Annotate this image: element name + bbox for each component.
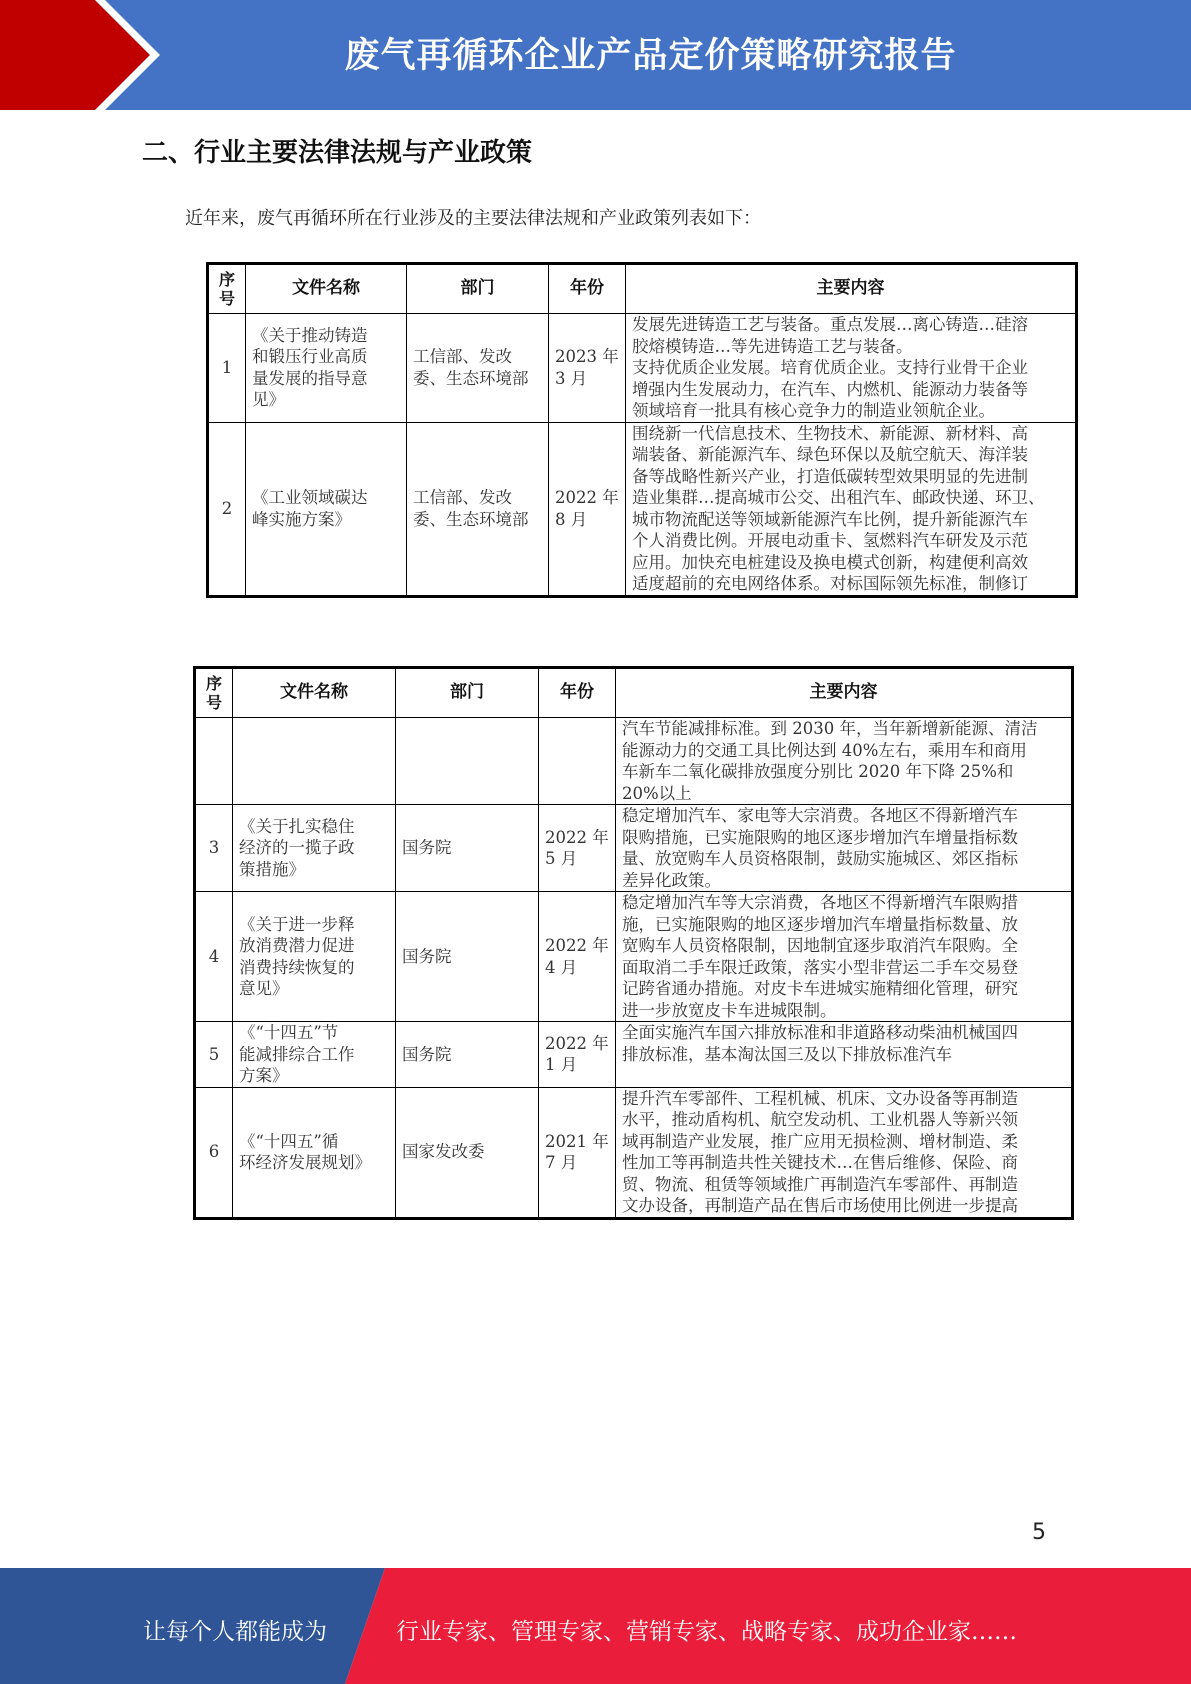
department-cell [396,805,539,892]
year-line: 7 月 [545,1153,578,1172]
main-content-line: 施，已实施限购的地区逐步增加汽车增量指标数量、放 [622,914,1018,934]
document-name-line: 《工业领域碳达 [252,488,368,507]
department-line: 国务院 [402,838,452,858]
year-line: 4 月 [545,957,578,977]
department-cell [396,1022,539,1088]
main-content-line: 围绕新一代信息技术、生物技术、新能源、新材料、高 [632,423,1028,443]
document-name-cell [233,805,396,892]
row-number: 1 [221,358,233,377]
row-number-cell [195,805,233,892]
main-content-cell [616,1087,1073,1218]
main-content-cell [626,422,1077,596]
main-content-line: 支持优质企业发展。培育优质企业。支持行业骨干企业 [632,358,1028,377]
document-name-line: 《关于推动铸造 [252,325,368,345]
year-cell [539,718,616,805]
header-no: 序 号 [208,264,246,314]
section-heading: 二、行业主要法律法规与产业政策 [142,138,533,168]
document-name-line: 意见》 [239,979,289,998]
department-line: 委、生态环境部 [413,509,529,529]
year-line: 3 月 [555,368,588,388]
year-cell [539,892,616,1022]
main-content-line: 量、放宽购车人员资格限制，鼓励实施城区、郊区指标 [622,849,1018,868]
main-content-line: 增强内生发展动力，在汽车、内燃机、能源动力装备等 [632,379,1028,399]
year-line: 2022 年 [545,1033,609,1053]
document-name-line: 见》 [252,390,285,410]
header-dept: 部门 [396,668,539,718]
department-cell [396,718,539,805]
header-year: 年份 [549,264,626,314]
year-line: 2023 年 [555,347,619,367]
footer-slogan-left: 让每个人都能成为 [143,1619,327,1645]
main-content-line: 限购措施，已实施限购的地区逐步增加汽车增量指标数 [622,827,1018,847]
page-number: 5 [1032,1520,1046,1545]
main-content-line: 排放标准，基本淘汰国三及以下排放标准汽车 [622,1044,952,1064]
main-content-line: 进一步放宽皮卡车进城限制。 [622,1000,837,1020]
document-name-cell [233,892,396,1022]
year-line: 2022 年 [545,827,609,847]
main-content-line: 域再制造产业发展，推广应用无损检测、增材制造、柔 [622,1131,1018,1151]
department-line: 工信部、发改 [413,488,512,507]
page-header [0,0,1191,110]
document-name-line: 消费持续恢复的 [239,957,355,977]
header-dept: 部门 [407,264,549,314]
main-content-line: 全面实施汽车国六排放标准和非道路移动柴油机械国四 [622,1023,1018,1042]
document-name-cell [246,314,407,423]
document-name-line: 《关于进一步释 [239,914,355,934]
policy-table-1 [206,262,1078,598]
main-content-line: 20%以上 [622,783,692,803]
department-cell [396,892,539,1022]
department-line: 工信部、发改 [413,347,512,367]
document-name-line: 经济的一揽子政 [239,838,355,858]
year-cell [549,314,626,423]
row-number-cell [208,314,246,423]
main-content-cell [616,892,1073,1022]
year-cell [539,1022,616,1088]
main-content-line: 面取消二手车限迁政策，落实小型非营运二手车交易登 [622,957,1018,977]
department-line: 委、生态环境部 [413,368,529,388]
year-cell [539,1087,616,1218]
table-header-row [208,264,1077,314]
main-content-cell [616,718,1073,805]
year-line: 8 月 [555,509,588,529]
department-cell [407,314,549,423]
document-name-line: 方案》 [239,1066,289,1085]
row-number: 2 [221,498,233,518]
year-cell [549,422,626,596]
table-row [208,314,1077,423]
document-name-line: 策措施》 [239,859,305,879]
main-content-line: 差异化政策。 [622,870,721,890]
document-name-line: 《关于扎实稳住 [239,816,355,836]
table-row [195,718,1073,805]
main-content-line: 文办设备，再制造产品在售后市场使用比例进一步提高 [622,1196,1018,1215]
row-number-cell [195,718,233,805]
header-no: 序 号 [195,668,233,718]
year-line: 2022 年 [545,936,609,955]
main-content-line: 性加工等再制造共性关键技术…在售后维修、保险、商 [622,1153,1018,1172]
main-content-line: 车新车二氧化碳排放强度分别比 2020 年下降 25%和 [622,762,1014,781]
main-content-line: 发展先进铸造工艺与装备。重点发展…离心铸造…硅溶 [632,315,1028,334]
document-name-line: 能减排综合工作 [239,1044,355,1064]
main-content-cell [616,1022,1073,1088]
policy-table-2 [193,666,1074,1220]
table-row [195,805,1073,892]
header-year: 年份 [539,668,616,718]
row-number-cell [208,422,246,596]
document-name-line: 放消费潜力促进 [239,936,355,955]
department-line: 国务院 [402,1044,452,1064]
page-footer [0,1568,1191,1684]
main-content-line: 城市物流配送等领域新能源汽车比例，提升新能源汽车 [632,509,1028,529]
footer-slogan-right: 行业专家、管理专家、营销专家、战略专家、成功企业家…… [396,1619,1017,1645]
row-number: 5 [208,1044,220,1064]
year-line: 2021 年 [545,1131,609,1151]
main-content-line: 水平，推动盾构机、航空发动机、工业机器人等新兴领 [622,1110,1018,1129]
main-content-line: 端装备、新能源汽车、绿色环保以及航空航天、海洋装 [632,445,1028,464]
document-name-line: 环经济发展规划》 [239,1153,371,1172]
department-cell [396,1087,539,1218]
document-name-cell [233,1087,396,1218]
year-line: 1 月 [545,1055,578,1075]
year-line: 2022 年 [555,488,619,507]
main-content-line: 宽购车人员资格限制，因地制宜逐步取消汽车限购。全 [622,936,1018,955]
document-name-line: 和锻压行业高质 [252,347,368,367]
main-content-line: 稳定增加汽车、家电等大宗消费。各地区不得新增汽车 [622,806,1018,825]
row-number-cell [195,892,233,1022]
row-number: 3 [208,838,220,858]
table-row [208,422,1077,596]
main-content-line: 胶熔模铸造…等先进铸造工艺与装备。 [632,336,913,356]
document-name-cell [246,422,407,596]
main-content-cell [616,805,1073,892]
header-title: 废气再循环企业产品定价策略研究报告 [344,36,957,76]
main-content-line: 记跨省通办措施。对皮卡车进城实施精细化管理，研究 [622,979,1018,998]
main-content-line: 汽车节能减排标准。到 2030 年，当年新增新能源、清洁 [622,719,1038,738]
table-row [195,1087,1073,1218]
document-name-line: 《“十四五”节 [239,1023,339,1042]
row-number: 6 [208,1142,220,1162]
document-name-cell [233,718,396,805]
table-header-row [195,668,1073,718]
main-content-line: 领域培育一批具有核心竞争力的制造业领航企业。 [632,401,995,420]
header-content: 主要内容 [616,668,1073,718]
table-row [195,892,1073,1022]
main-content-line: 适度超前的充电网络体系。对标国际领先标准，制修订 [632,574,1028,593]
main-content-line: 稳定增加汽车等大宗消费，各地区不得新增汽车限购措 [622,893,1018,912]
header-name: 文件名称 [233,668,396,718]
row-number: 4 [208,946,220,966]
intro-paragraph: 近年来，废气再循环所在行业涉及的主要法律法规和产业政策列表如下： [185,208,761,229]
document-name-line: 峰实施方案》 [252,509,351,529]
document-name-line: 量发展的指导意 [252,368,368,388]
main-content-line: 提升汽车零部件、工程机械、机床、文办设备等再制造 [622,1088,1018,1108]
main-content-line: 能源动力的交通工具比例达到 40%左右，乘用车和商用 [622,740,1027,760]
year-line: 5 月 [545,849,578,868]
row-number-cell [195,1022,233,1088]
document-name-line: 《“十四五”循 [239,1131,339,1151]
main-content-line: 个人消费比例。开展电动重卡、氢燃料汽车研发及示范 [632,531,1028,550]
main-content-line: 造业集群…提高城市公交、出租汽车、邮政快递、环卫、 [632,488,1045,507]
row-number-cell [195,1087,233,1218]
department-line: 国家发改委 [402,1142,485,1162]
header-content: 主要内容 [626,264,1077,314]
main-content-line: 备等战略性新兴产业，打造低碳转型效果明显的先进制 [632,466,1028,486]
header-name: 文件名称 [246,264,407,314]
main-content-line: 应用。加快充电桩建设及换电模式创新，构建便利高效 [632,552,1028,572]
main-content-cell [626,314,1077,423]
table-row [195,1022,1073,1088]
department-cell [407,422,549,596]
main-content-line: 贸、物流、租赁等领域推广再制造汽车零部件、再制造 [622,1174,1018,1194]
year-cell [539,805,616,892]
document-name-cell [233,1022,396,1088]
department-line: 国务院 [402,946,452,966]
